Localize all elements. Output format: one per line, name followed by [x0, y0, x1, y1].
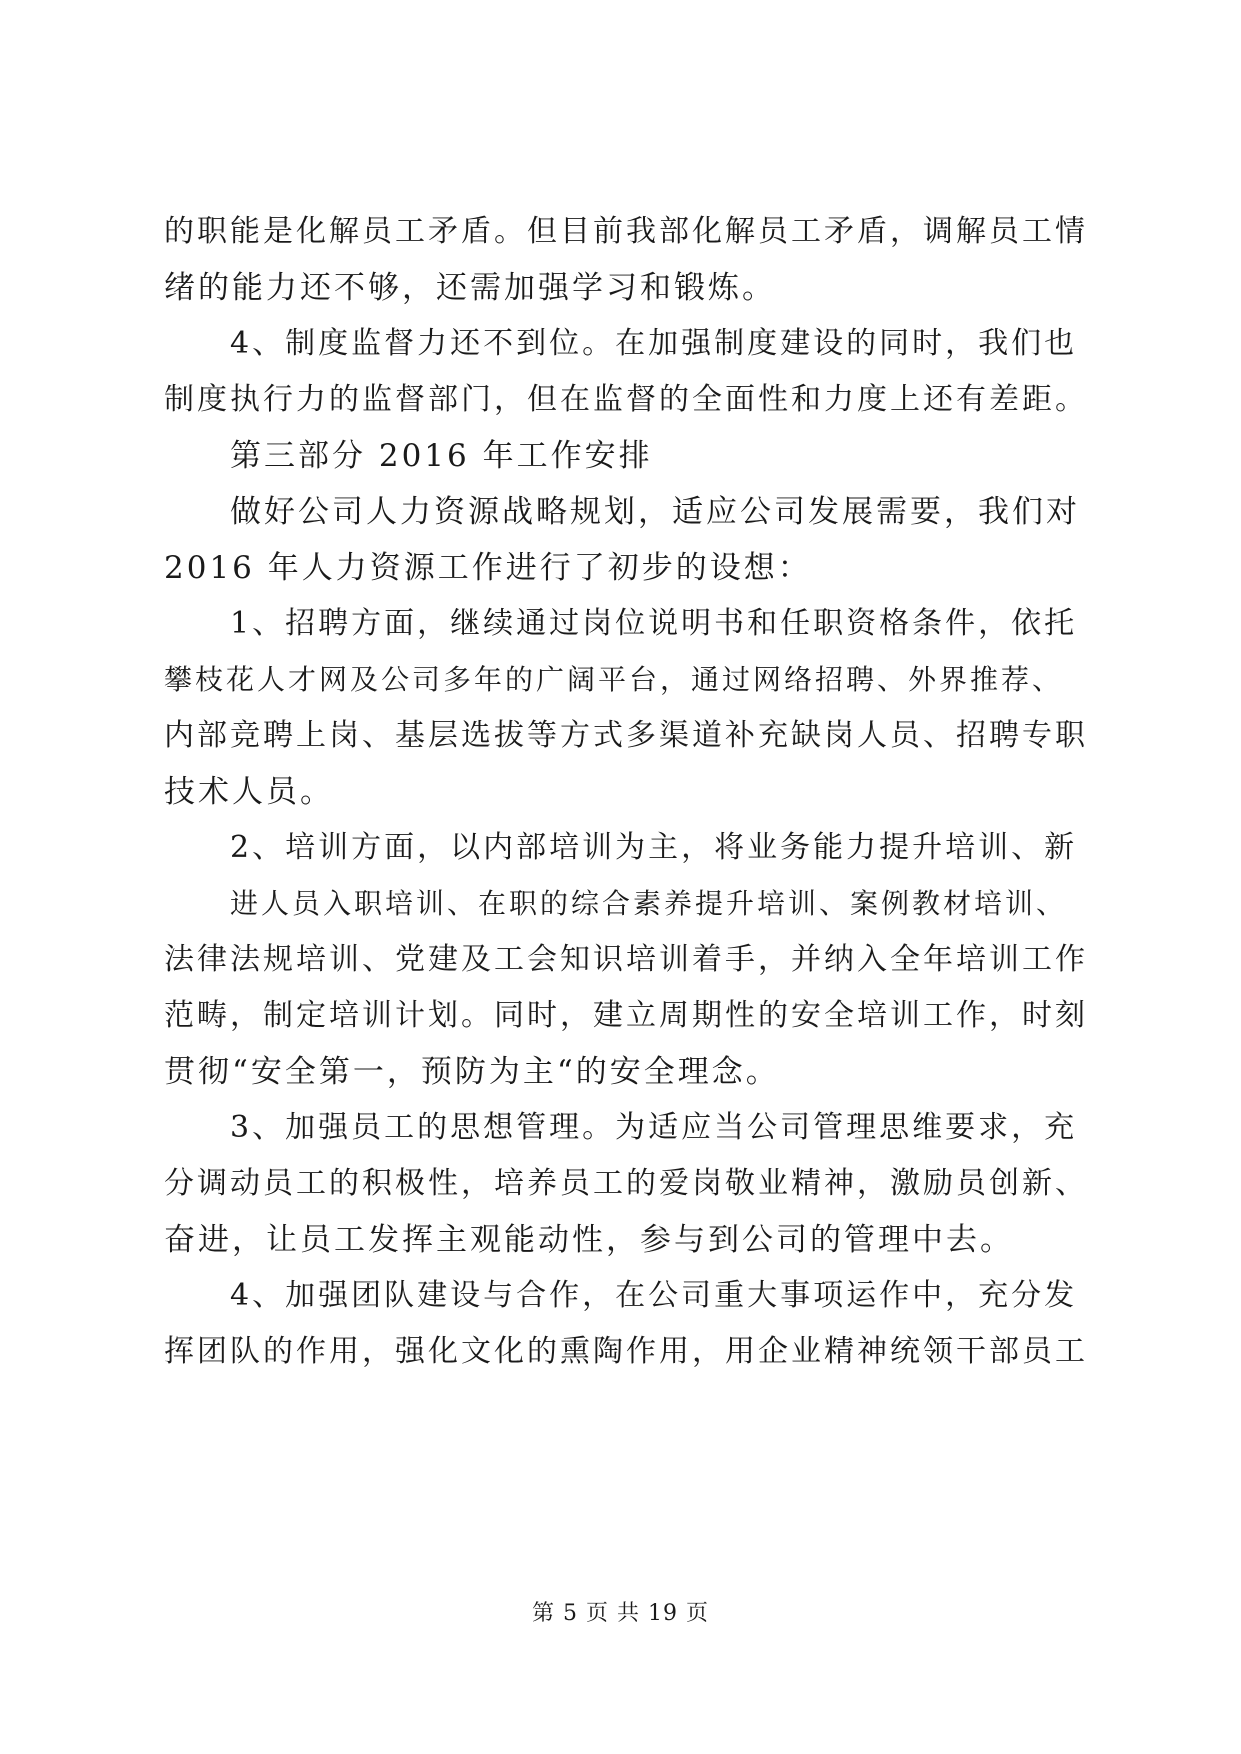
body-line-6: 做好公司人力资源战略规划，适应公司发展需要，我们对	[230, 494, 1080, 530]
body-line-16: 贯彻“安全第一，预防为主“的安全理念。	[164, 1054, 780, 1090]
body-line-4: 制度执行力的监督部门，但在监督的全面性和力度上还有差距。	[164, 382, 1088, 417]
body-line-14: 法律法规培训、党建及工会知识培训着手，并纳入全年培训工作	[164, 942, 1088, 977]
body-line-12: 2、培训方面，以内部培训为主，将业务能力提升培训、新	[230, 830, 1078, 865]
body-line-3: 4、制度监督力还不到位。在加强制度建设的同时，我们也	[230, 326, 1078, 361]
body-line-17: 3、加强员工的思想管理。为适应当公司管理思维要求，充	[230, 1110, 1078, 1145]
body-line-13: 进人员入职培训、在职的综合素养提升培训、案例教材培训、	[230, 887, 1068, 920]
page-number-footer: 第 5 页 共 19 页	[532, 1601, 709, 1626]
section-heading: 第三部分 2016 年工作安排	[230, 438, 653, 474]
body-line-18: 分调动员工的积极性，培养员工的爱岗敬业精神，激励员创新、	[164, 1166, 1088, 1201]
body-line-2: 绪的能力还不够，还需加强学习和锻炼。	[164, 270, 776, 306]
body-line-7: 2016 年人力资源工作进行了初步的设想：	[164, 550, 812, 586]
body-line-15: 范畴，制定培训计划。同时，建立周期性的安全培训工作，时刻	[164, 998, 1088, 1033]
body-line-21: 挥团队的作用，强化文化的熏陶作用，用企业精神统领干部员工	[164, 1334, 1088, 1369]
body-line-10: 内部竞聘上岗、基层选拔等方式多渠道补充缺岗人员、招聘专职	[164, 718, 1088, 753]
body-line-1: 的职能是化解员工矛盾。但目前我部化解员工矛盾，调解员工情	[164, 214, 1088, 249]
body-line-19: 奋进，让员工发挥主观能动性，参与到公司的管理中去。	[164, 1222, 1014, 1258]
body-line-20: 4、加强团队建设与合作，在公司重大事项运作中，充分发	[230, 1278, 1078, 1313]
body-line-8: 1、招聘方面，继续通过岗位说明书和任职资格条件，依托	[230, 606, 1078, 641]
body-line-9: 攀枝花人才网及公司多年的广阔平台，通过网络招聘、外界推荐、	[164, 663, 1064, 696]
body-line-11: 技术人员。	[164, 774, 334, 810]
